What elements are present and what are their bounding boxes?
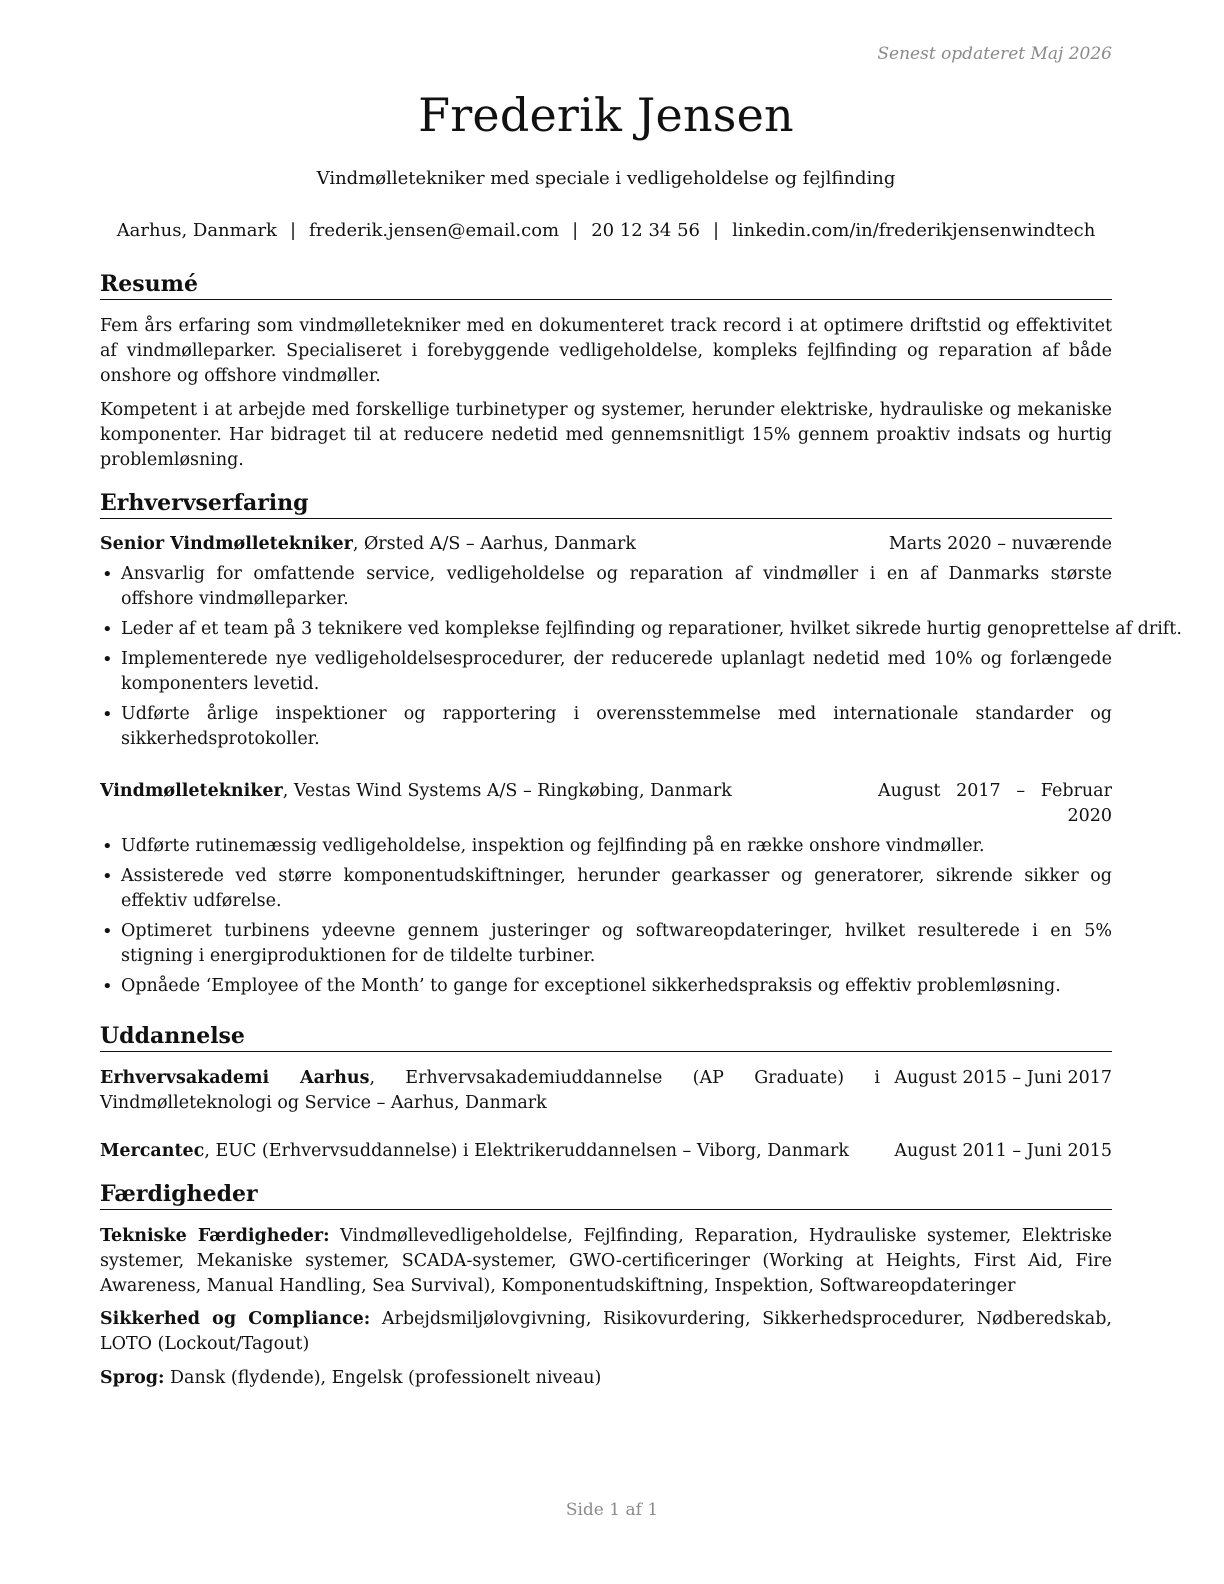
skills-text: Arbejdsmiljølovgivning, Risikovurdering, Sikkerhedsprocedurer, Nødberedskab, LOTO (Lockout/Tagout) <box>100 1309 1112 1354</box>
contact-linkedin[interactable]: linkedin.com/in/frederikjensenwindtech <box>732 220 1096 241</box>
list-item: • Udførte rutinemæssig vedligeholdelse, inspektion og fejlfinding på en række onshore vindmøller. <box>100 834 1112 859</box>
job-company: , Vestas Wind Systems A/S – Ringkøbing, Danmark <box>282 781 732 801</box>
job-dates: Marts 2020 – nuværende <box>888 534 1112 554</box>
job-bullets <box>100 834 1112 1004</box>
list-item: • Optimeret turbinens ydeevne gennem justeringer og softwareopdateringer, hvilket resulterede i en 5% stigning i energiproduktionen for de tildelte turbiner. <box>100 919 1112 969</box>
list-item: • Opnåede ‘Employee of the Month’ to gange for exceptionel sikkerhedspraksis og effektiv problemløsning. <box>100 974 1112 999</box>
skills-text: Vindmøllevedligeholdelse, Fejlfinding, Reparation, Hydrauliske systemer, Elektriske systemer, Mekaniske systemer, SCADA-systemer, GWO-certificeringer (Working at Heights, First Aid, Fire Awareness, Manual Handling, Sea Survival), Komponentudskiftning, Inspektion, Softwareopdateringer <box>100 1226 1112 1296</box>
job-role: Senior Vindmølletekniker <box>100 534 353 554</box>
education-detail: , EUC (Erhvervsuddannelse) i Elektrikeruddannelsen – Viborg, Danmark <box>204 1141 849 1161</box>
education-school: Mercantec <box>100 1141 205 1161</box>
skills-label: Sprog: <box>100 1368 165 1388</box>
skills-label: Sikkerhed og Compliance: <box>100 1309 371 1329</box>
list-item: • Udførte årlige inspektioner og rapportering i overensstemmelse med internationale standarder og sikkerhedsprotokoller. <box>100 702 1112 752</box>
page-number: Side 1 af 1 <box>565 1500 659 1520</box>
job-bullets <box>100 562 1182 757</box>
skills-group <box>100 1224 1112 1299</box>
summary-paragraph: Kompetent i at arbejde med forskellige turbinetyper og systemer, herunder elektriske, hydrauliske og mekaniske komponenter. Har bidraget til at reducere nedetid med gennemsnitligt 15% gennem proaktiv indsats og hurtig problemløsning. <box>100 400 1112 470</box>
contact-separator: | <box>572 220 579 241</box>
education-dates: August 2015 – Juni 2017 <box>894 1068 1112 1088</box>
education-entry <box>100 1139 900 1164</box>
education-school: Erhvervsakademi Aarhus <box>100 1068 370 1088</box>
list-item: • Assisterede ved større komponentudskiftninger, herunder gearkasser og generatorer, sikrende sikker og effektiv udførelse. <box>100 864 1112 914</box>
skills-group <box>100 1307 1112 1357</box>
list-item: • Leder af et team på 3 teknikere ved komplekse fejlfinding og reparationer, hvilket sikrede hurtig genoprettelse af drift. <box>100 617 1112 642</box>
education-detail: , Erhvervsakademiuddannelse (AP Graduate) i Vindmølleteknologi og Service – Aarhus, Danmark <box>100 1068 880 1113</box>
section-title-education: Uddannelse <box>100 1022 1112 1052</box>
tagline: Vindmølletekniker med speciale i vedligeholdelse og fejlfinding <box>316 168 896 189</box>
list-item: • Ansvarlig for omfattende service, vedligeholdelse og reparation af vindmøller i en af Danmarks største offshore vindmølleparker. <box>100 562 1112 612</box>
job-company: , Ørsted A/S – Aarhus, Danmark <box>352 534 637 554</box>
job-dates-continued: 2020 <box>1067 806 1112 826</box>
section-title-skills: Færdigheder <box>100 1180 1112 1210</box>
section-title-summary: Resumé <box>100 270 1112 300</box>
job-header <box>100 779 1112 829</box>
education-entry <box>100 1066 880 1116</box>
last-updated: Senest opdateret Maj 2026 <box>877 44 1112 64</box>
job-role: Vindmølletekniker <box>100 781 283 801</box>
contact-separator: | <box>289 220 297 241</box>
skills-label: Tekniske Færdigheder: <box>100 1226 330 1246</box>
skills-text: Dansk (flydende), Engelsk (professionelt niveau) <box>164 1368 602 1388</box>
job-dates: August 2017 – Februar <box>878 781 1112 801</box>
contact-line <box>80 220 1132 241</box>
skills-group <box>100 1366 1112 1391</box>
contact-phone: 20 12 34 56 <box>591 220 700 241</box>
contact-email[interactable]: frederik.jensen@email.com <box>309 220 560 241</box>
candidate-name: Frederik Jensen <box>418 88 794 142</box>
education-dates: August 2011 – Juni 2015 <box>894 1141 1112 1161</box>
contact-location: Aarhus, Danmark <box>116 220 277 241</box>
list-item: • Implementerede nye vedligeholdelsesprocedurer, der reducerede uplanlagt nedetid med 10% og forlængede komponenters levetid. <box>100 647 1112 697</box>
summary-paragraph: Fem års erfaring som vindmølletekniker med en dokumenteret track record i at optimere driftstid og effektivitet af vindmølleparker. Specialiseret i forebyggende vedligeholdelse, kompleks fejlfinding og reparation af både onshore og offshore vindmøller. <box>100 316 1112 386</box>
contact-separator: | <box>713 220 720 241</box>
section-title-experience: Erhvervserfaring <box>100 489 1112 519</box>
